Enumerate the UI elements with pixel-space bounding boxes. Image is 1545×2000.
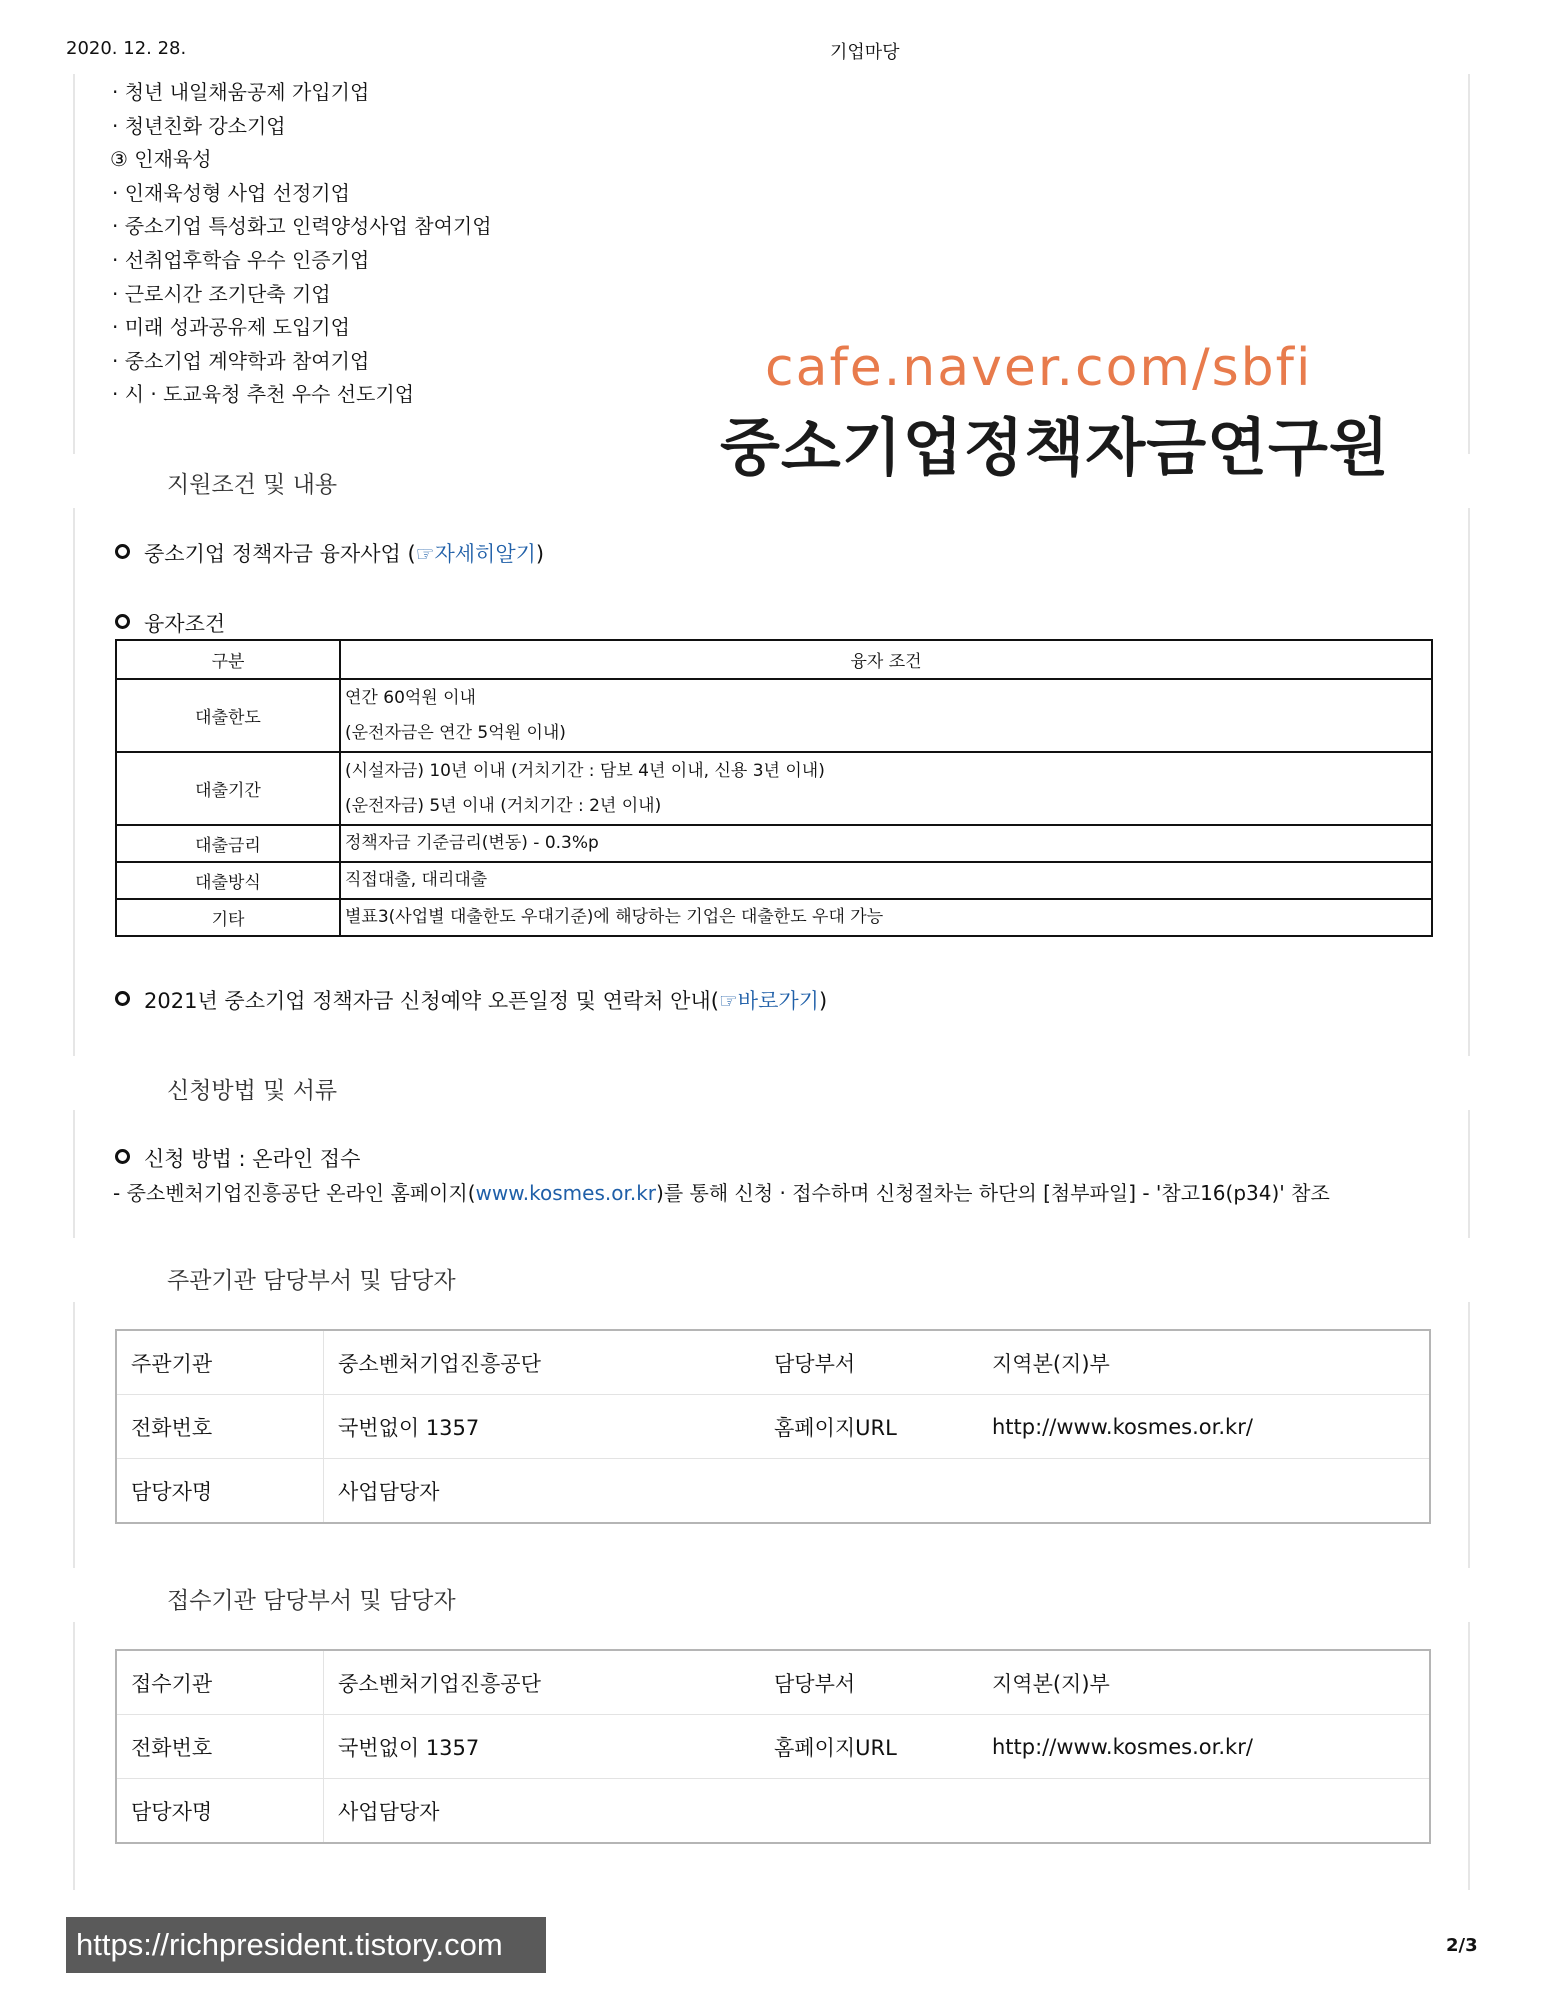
host-dept-value: 지역본(지)부	[978, 1330, 1430, 1395]
host-org-value: 중소벤처기업진흥공단	[324, 1330, 761, 1395]
row-label: 대출금리	[116, 825, 340, 862]
table-row	[116, 1330, 1430, 1395]
reception-person-label: 담당자명	[116, 1779, 324, 1844]
row-label: 대출기간	[116, 752, 340, 825]
bullet-circle-icon	[115, 991, 130, 1006]
table-row	[116, 899, 1432, 936]
reception-dept-label: 담당부서	[760, 1650, 978, 1715]
bullet-circle-icon	[115, 1149, 130, 1164]
host-dept-label: 담당부서	[760, 1330, 978, 1395]
host-person-label: 담당자명	[116, 1459, 324, 1524]
reception-dept-value: 지역본(지)부	[978, 1650, 1430, 1715]
empty-cell	[760, 1779, 978, 1844]
blog-url-banner: https://richpresident.tistory.com	[66, 1917, 546, 1973]
loan-heading	[115, 608, 225, 638]
row-label: 기타	[116, 899, 340, 936]
table-row	[116, 1459, 1430, 1524]
row-content	[340, 679, 1432, 752]
list-item: · 시 · 도교육청 추천 우수 선도기업	[112, 382, 415, 407]
table-row	[116, 825, 1432, 862]
details-link[interactable]: ☞자세히알기	[415, 542, 536, 566]
frame-line-right-3	[1468, 1110, 1470, 1238]
host-section-title: 주관기관 담당부서 및 담당자	[167, 1268, 456, 1294]
list-item: · 인재육성형 사업 선정기업	[112, 180, 350, 205]
host-phone-value: 국번없이 1357	[324, 1395, 761, 1459]
reception-phone-value: 국번없이 1357	[324, 1715, 761, 1779]
program-text: 중소기업 정책자금 융자사업 (	[144, 542, 416, 566]
host-info-table	[115, 1329, 1431, 1524]
list-item: · 선취업후학습 우수 인증기업	[112, 247, 370, 272]
apply-section-title: 신청방법 및 서류	[167, 1078, 338, 1104]
frame-line-left-1	[73, 74, 75, 454]
table-row	[116, 862, 1432, 899]
row-content	[340, 752, 1432, 825]
table-row	[116, 752, 1432, 825]
reception-phone-label: 전화번호	[116, 1715, 324, 1779]
host-url-label: 홈페이지URL	[760, 1395, 978, 1459]
row-line: (운전자금은 연간 5억원 이내)	[345, 722, 566, 743]
bullet-circle-icon	[115, 544, 130, 559]
bullet-circle-icon	[115, 614, 130, 629]
host-phone-label: 전화번호	[116, 1395, 324, 1459]
eligibility-list	[112, 76, 492, 412]
loan-heading-text: 융자조건	[144, 612, 226, 636]
reception-section-title: 접수기관 담당부서 및 담당자	[167, 1588, 456, 1614]
host-person-value: 사업담당자	[338, 1479, 440, 1504]
reception-person-value: 사업담당자	[338, 1799, 440, 1824]
host-url-value[interactable]: http://www.kosmes.or.kr/	[978, 1395, 1430, 1459]
empty-cell	[978, 1779, 1430, 1844]
apply-description	[113, 1177, 1330, 1206]
schedule-text: 2021년 중소기업 정책자금 신청예약 오픈일정 및 연락처 안내(	[144, 989, 719, 1013]
apply-desc-suffix: )를 통해 신청 · 접수하며 신청절차는 하단의 [첨부파일] - '참고16(p34)' 참조	[656, 1181, 1330, 1205]
reception-org-value: 중소벤처기업진흥공단	[324, 1650, 761, 1715]
table-header-row	[116, 640, 1432, 679]
row-content: 정책자금 기준금리(변동) - 0.3%p	[340, 825, 1432, 862]
empty-cell	[760, 1459, 978, 1524]
reception-url-value[interactable]: http://www.kosmes.or.kr/	[978, 1715, 1430, 1779]
go-link[interactable]: ☞바로가기	[718, 989, 819, 1013]
page-number: 2/3	[1446, 1935, 1478, 1956]
row-content: 별표3(사업별 대출한도 우대기준)에 해당하는 기업은 대출한도 우대 가능	[340, 899, 1432, 936]
row-label: 대출한도	[116, 679, 340, 752]
page-title: 기업마당	[830, 42, 900, 63]
row-line: (시설자금) 10년 이내 (거치기간 : 담보 4년 이내, 신용 3년 이내)	[345, 760, 825, 781]
table-row	[116, 1779, 1430, 1844]
frame-line-left-4	[73, 1302, 75, 1568]
frame-line-right-2	[1468, 508, 1470, 1056]
loan-conditions-table	[115, 639, 1433, 937]
row-line: 연간 60억원 이내	[345, 687, 476, 708]
reception-org-label: 접수기관	[116, 1650, 324, 1715]
apply-method-text: 신청 방법 : 온라인 접수	[144, 1147, 361, 1171]
watermark-url: cafe.naver.com/sbfi	[765, 338, 1313, 398]
frame-line-right-5	[1468, 1622, 1470, 1890]
kosmes-link[interactable]: www.kosmes.or.kr	[475, 1181, 657, 1205]
support-section-title: 지원조건 및 내용	[167, 472, 338, 498]
table-row	[116, 679, 1432, 752]
schedule-line	[115, 985, 827, 1015]
list-item: · 청년 내일채움공제 가입기업	[112, 80, 370, 104]
table-row	[116, 1715, 1430, 1779]
row-label: 대출방식	[116, 862, 340, 899]
program-line	[115, 538, 544, 568]
frame-line-left-2	[73, 508, 75, 1056]
row-content: 직접대출, 대리대출	[340, 862, 1432, 899]
host-org-label: 주관기관	[116, 1330, 324, 1395]
empty-cell	[978, 1459, 1430, 1524]
table-row	[116, 1650, 1430, 1715]
program-close: )	[535, 542, 545, 566]
schedule-close: )	[818, 989, 828, 1013]
frame-line-left-3	[73, 1110, 75, 1238]
frame-line-left-5	[73, 1622, 75, 1890]
frame-line-right-1	[1468, 74, 1470, 454]
list-item: · 중소기업 계약학과 참여기업	[112, 348, 370, 373]
watermark-name: 중소기업정책자금연구원	[720, 411, 1390, 484]
reception-url-label: 홈페이지URL	[760, 1715, 978, 1779]
list-item: · 청년친화 강소기업	[112, 113, 286, 138]
header-conditions: 융자 조건	[340, 640, 1432, 679]
header-category: 구분	[116, 640, 340, 679]
reception-info-table	[115, 1649, 1431, 1844]
list-item: ③ 인재육성	[110, 147, 212, 172]
table-row	[116, 1395, 1430, 1459]
apply-desc-prefix: - 중소벤처기업진흥공단 온라인 홈페이지(	[113, 1181, 476, 1205]
list-item: · 미래 성과공유제 도입기업	[112, 315, 350, 340]
row-line: (운전자금) 5년 이내 (거치기간 : 2년 이내)	[345, 795, 662, 816]
print-date: 2020. 12. 28.	[66, 38, 187, 59]
apply-method	[115, 1143, 360, 1173]
list-item: · 근로시간 조기단축 기업	[112, 281, 331, 306]
list-item: · 중소기업 특성화고 인력양성사업 참여기업	[112, 214, 492, 239]
frame-line-right-4	[1468, 1302, 1470, 1568]
